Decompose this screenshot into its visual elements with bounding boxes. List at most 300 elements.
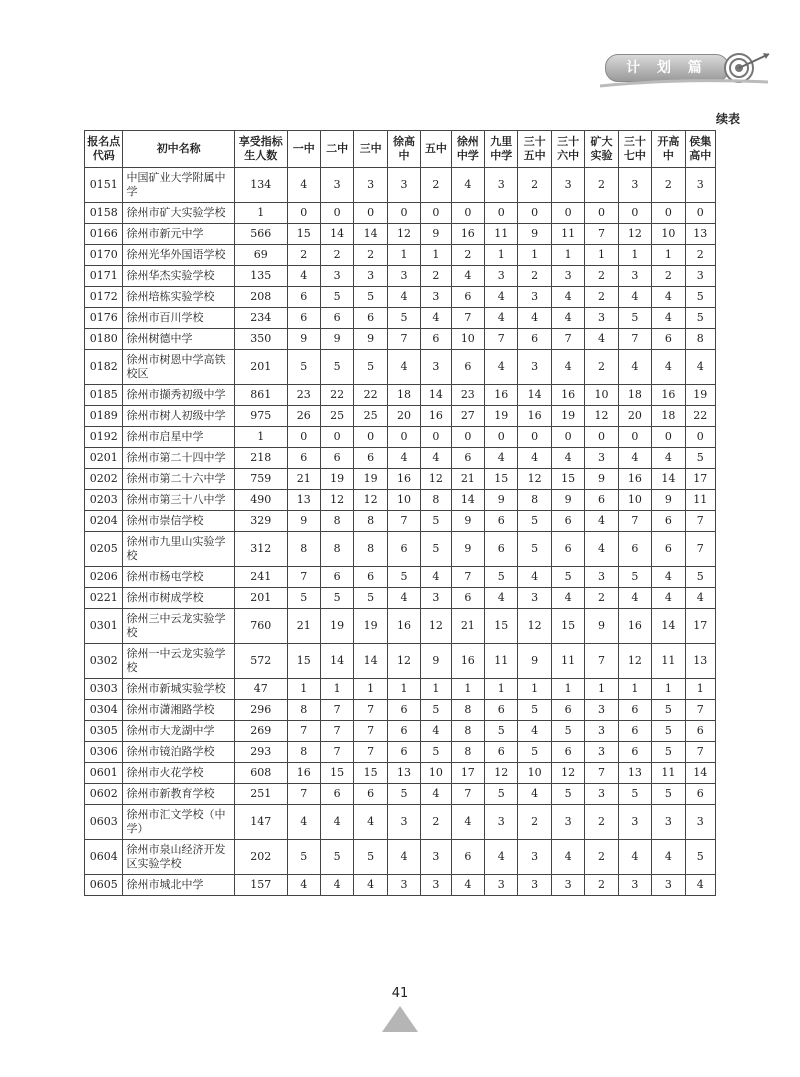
quota-cell: 1 xyxy=(618,245,651,266)
quota-cell: 6 xyxy=(685,721,715,742)
quota-cell: 6 xyxy=(320,308,353,329)
quota-cell: 208 xyxy=(234,287,287,308)
quota-cell: 6 xyxy=(287,448,320,469)
quota-cell: 4 xyxy=(287,875,320,896)
quota-cell: 3 xyxy=(387,875,420,896)
quota-cell: 2 xyxy=(585,168,618,203)
quota-cell: 9 xyxy=(652,490,685,511)
school-name-cell: 徐州市树成学校 xyxy=(123,588,234,609)
quota-cell: 4 xyxy=(451,805,484,840)
code-cell: 0303 xyxy=(85,679,123,700)
quota-cell: 5 xyxy=(320,588,353,609)
quota-cell: 3 xyxy=(421,350,451,385)
quota-cell: 8 xyxy=(320,511,353,532)
quota-cell: 22 xyxy=(685,406,715,427)
quota-cell: 16 xyxy=(518,406,551,427)
quota-cell: 0 xyxy=(618,203,651,224)
quota-cell: 4 xyxy=(652,308,685,329)
code-cell: 0306 xyxy=(85,742,123,763)
quota-cell: 566 xyxy=(234,224,287,245)
quota-cell: 6 xyxy=(354,567,387,588)
school-name-cell: 徐州市火花学校 xyxy=(123,763,234,784)
quota-cell: 9 xyxy=(320,329,353,350)
quota-cell: 5 xyxy=(652,721,685,742)
quota-cell: 12 xyxy=(551,763,584,784)
quota-cell: 18 xyxy=(618,385,651,406)
quota-cell: 14 xyxy=(320,224,353,245)
quota-cell: 16 xyxy=(652,385,685,406)
quota-cell: 1 xyxy=(387,245,420,266)
quota-cell: 7 xyxy=(354,700,387,721)
quota-cell: 1 xyxy=(387,679,420,700)
school-name-cell: 徐州市树恩中学高铁校区 xyxy=(123,350,234,385)
quota-cell: 4 xyxy=(518,784,551,805)
code-cell: 0158 xyxy=(85,203,123,224)
quota-cell: 6 xyxy=(451,588,484,609)
quota-cell: 21 xyxy=(287,609,320,644)
quota-cell: 5 xyxy=(320,840,353,875)
quota-cell: 6 xyxy=(551,532,584,567)
code-cell: 0203 xyxy=(85,490,123,511)
quota-cell: 3 xyxy=(585,308,618,329)
quota-cell: 1 xyxy=(451,679,484,700)
quota-cell: 0 xyxy=(320,203,353,224)
quota-cell: 5 xyxy=(685,287,715,308)
quota-cell: 5 xyxy=(387,567,420,588)
quota-cell: 2 xyxy=(585,287,618,308)
quota-cell: 0 xyxy=(387,427,420,448)
quota-cell: 11 xyxy=(685,490,715,511)
quota-cell: 3 xyxy=(518,875,551,896)
quota-cell: 0 xyxy=(551,427,584,448)
school-name-cell: 徐州市镜泊路学校 xyxy=(123,742,234,763)
quota-cell: 2 xyxy=(421,805,451,840)
school-name-cell: 徐州市九里山实验学校 xyxy=(123,532,234,567)
quota-cell: 0 xyxy=(451,427,484,448)
quota-cell: 293 xyxy=(234,742,287,763)
quota-cell: 7 xyxy=(585,763,618,784)
quota-cell: 23 xyxy=(451,385,484,406)
quota-cell: 21 xyxy=(451,609,484,644)
quota-cell: 14 xyxy=(354,224,387,245)
quota-cell: 0 xyxy=(451,203,484,224)
quota-cell: 861 xyxy=(234,385,287,406)
quota-cell: 4 xyxy=(518,567,551,588)
quota-cell: 147 xyxy=(234,805,287,840)
quota-cell: 4 xyxy=(421,784,451,805)
code-cell: 0604 xyxy=(85,840,123,875)
quota-cell: 5 xyxy=(387,784,420,805)
quota-cell: 135 xyxy=(234,266,287,287)
quota-table xyxy=(84,130,716,896)
quota-cell: 329 xyxy=(234,511,287,532)
school-name-cell: 徐州培栋实验学校 xyxy=(123,287,234,308)
quota-cell: 7 xyxy=(320,742,353,763)
quota-cell: 4 xyxy=(518,308,551,329)
quota-cell: 6 xyxy=(354,308,387,329)
quota-cell: 6 xyxy=(421,329,451,350)
continued-label: 续表 xyxy=(715,112,740,126)
quota-cell: 12 xyxy=(518,609,551,644)
quota-cell: 0 xyxy=(287,427,320,448)
quota-cell: 4 xyxy=(387,350,420,385)
quota-cell: 17 xyxy=(685,609,715,644)
quota-cell: 11 xyxy=(551,224,584,245)
quota-cell: 3 xyxy=(354,266,387,287)
quota-cell: 7 xyxy=(551,329,584,350)
quota-cell: 1 xyxy=(551,679,584,700)
quota-cell: 6 xyxy=(451,448,484,469)
quota-cell: 22 xyxy=(354,385,387,406)
quota-cell: 4 xyxy=(652,567,685,588)
column-header: 侯集高中 xyxy=(685,131,715,168)
table-row xyxy=(85,567,716,588)
code-cell: 0602 xyxy=(85,784,123,805)
quota-cell: 6 xyxy=(320,448,353,469)
code-cell: 0302 xyxy=(85,644,123,679)
code-cell: 0185 xyxy=(85,385,123,406)
quota-cell: 2 xyxy=(518,805,551,840)
quota-cell: 6 xyxy=(287,308,320,329)
quota-cell: 572 xyxy=(234,644,287,679)
school-name-cell: 徐州市百川学校 xyxy=(123,308,234,329)
code-cell: 0172 xyxy=(85,287,123,308)
quota-cell: 7 xyxy=(451,308,484,329)
quota-cell: 7 xyxy=(685,700,715,721)
quota-cell: 0 xyxy=(618,427,651,448)
quota-cell: 19 xyxy=(354,609,387,644)
quota-cell: 5 xyxy=(354,588,387,609)
quota-cell: 15 xyxy=(287,224,320,245)
quota-cell: 7 xyxy=(287,721,320,742)
quota-cell: 16 xyxy=(451,224,484,245)
quota-cell: 2 xyxy=(585,350,618,385)
table-row xyxy=(85,644,716,679)
quota-cell: 350 xyxy=(234,329,287,350)
quota-cell: 7 xyxy=(485,329,518,350)
quota-cell: 9 xyxy=(585,609,618,644)
quota-cell: 0 xyxy=(652,427,685,448)
quota-cell: 7 xyxy=(685,532,715,567)
quota-cell: 3 xyxy=(618,168,651,203)
quota-cell: 6 xyxy=(551,511,584,532)
quota-cell: 3 xyxy=(421,840,451,875)
code-cell: 0182 xyxy=(85,350,123,385)
quota-cell: 0 xyxy=(685,427,715,448)
column-header: 一中 xyxy=(287,131,320,168)
quota-cell: 3 xyxy=(421,875,451,896)
quota-cell: 8 xyxy=(354,532,387,567)
quota-cell: 1 xyxy=(421,679,451,700)
quota-cell: 4 xyxy=(287,168,320,203)
quota-cell: 3 xyxy=(585,721,618,742)
quota-cell: 5 xyxy=(485,567,518,588)
quota-cell: 4 xyxy=(518,721,551,742)
quota-cell: 9 xyxy=(354,329,387,350)
column-header: 享受指标生人数 xyxy=(234,131,287,168)
quota-cell: 12 xyxy=(354,490,387,511)
column-header: 二中 xyxy=(320,131,353,168)
quota-cell: 1 xyxy=(585,245,618,266)
quota-cell: 19 xyxy=(685,385,715,406)
school-name-cell: 徐州市泉山经济开发区实验学校 xyxy=(123,840,234,875)
quota-cell: 3 xyxy=(518,287,551,308)
school-name-cell: 徐州市潇湘路学校 xyxy=(123,700,234,721)
quota-cell: 0 xyxy=(354,203,387,224)
quota-cell: 3 xyxy=(421,588,451,609)
table-row xyxy=(85,588,716,609)
quota-cell: 11 xyxy=(652,763,685,784)
quota-cell: 6 xyxy=(387,742,420,763)
quota-cell: 6 xyxy=(652,329,685,350)
quota-cell: 9 xyxy=(518,224,551,245)
quota-cell: 17 xyxy=(451,763,484,784)
quota-cell: 4 xyxy=(618,448,651,469)
quota-cell: 0 xyxy=(518,203,551,224)
quota-cell: 7 xyxy=(354,742,387,763)
code-cell: 0204 xyxy=(85,511,123,532)
quota-cell: 6 xyxy=(387,532,420,567)
quota-cell: 4 xyxy=(387,840,420,875)
quota-cell: 4 xyxy=(551,840,584,875)
quota-cell: 4 xyxy=(387,588,420,609)
column-header: 三十七中 xyxy=(618,131,651,168)
column-header: 三中 xyxy=(354,131,387,168)
quota-cell: 22 xyxy=(320,385,353,406)
code-cell: 0192 xyxy=(85,427,123,448)
table-row xyxy=(85,609,716,644)
quota-cell: 20 xyxy=(387,406,420,427)
school-name-cell: 徐州三中云龙实验学校 xyxy=(123,609,234,644)
quota-cell: 7 xyxy=(585,644,618,679)
quota-cell: 6 xyxy=(652,511,685,532)
badge-text: 计 划 篇 xyxy=(626,60,708,76)
quota-cell: 15 xyxy=(354,763,387,784)
quota-cell: 6 xyxy=(652,532,685,567)
table-row xyxy=(85,308,716,329)
quota-cell: 18 xyxy=(652,406,685,427)
quota-cell: 6 xyxy=(287,287,320,308)
code-cell: 0304 xyxy=(85,700,123,721)
quota-cell: 218 xyxy=(234,448,287,469)
quota-cell: 11 xyxy=(485,644,518,679)
table-row xyxy=(85,840,716,875)
quota-cell: 4 xyxy=(685,588,715,609)
code-cell: 0176 xyxy=(85,308,123,329)
quota-cell: 5 xyxy=(287,840,320,875)
quota-cell: 9 xyxy=(451,511,484,532)
quota-cell: 9 xyxy=(485,490,518,511)
quota-cell: 7 xyxy=(354,721,387,742)
quota-cell: 3 xyxy=(585,700,618,721)
quota-cell: 0 xyxy=(485,427,518,448)
quota-cell: 5 xyxy=(387,308,420,329)
quota-cell: 16 xyxy=(387,609,420,644)
school-name-cell: 徐州市第三十八中学 xyxy=(123,490,234,511)
school-name-cell: 徐州市新元中学 xyxy=(123,224,234,245)
quota-cell: 4 xyxy=(320,875,353,896)
table-row xyxy=(85,511,716,532)
quota-cell: 3 xyxy=(551,805,584,840)
quota-cell: 19 xyxy=(320,469,353,490)
school-name-cell: 徐州树德中学 xyxy=(123,329,234,350)
quota-cell: 3 xyxy=(618,805,651,840)
quota-cell: 18 xyxy=(387,385,420,406)
quota-cell: 3 xyxy=(485,875,518,896)
quota-cell: 9 xyxy=(551,490,584,511)
quota-cell: 12 xyxy=(618,644,651,679)
quota-cell: 1 xyxy=(287,679,320,700)
school-name-cell: 中国矿业大学附属中学 xyxy=(123,168,234,203)
quota-cell: 5 xyxy=(287,588,320,609)
quota-cell: 16 xyxy=(287,763,320,784)
quota-cell: 2 xyxy=(421,266,451,287)
quota-cell: 14 xyxy=(652,469,685,490)
quota-cell: 1 xyxy=(652,679,685,700)
quota-cell: 25 xyxy=(320,406,353,427)
table-row xyxy=(85,427,716,448)
quota-cell: 0 xyxy=(585,203,618,224)
quota-cell: 5 xyxy=(685,308,715,329)
quota-cell: 3 xyxy=(518,840,551,875)
quota-cell: 9 xyxy=(451,532,484,567)
table-header-row xyxy=(85,131,716,168)
quota-cell: 7 xyxy=(387,511,420,532)
school-name-cell: 徐州市杨屯学校 xyxy=(123,567,234,588)
quota-cell: 3 xyxy=(652,875,685,896)
quota-cell: 16 xyxy=(451,644,484,679)
quota-cell: 5 xyxy=(320,350,353,385)
quota-cell: 5 xyxy=(551,784,584,805)
quota-cell: 0 xyxy=(387,203,420,224)
column-header: 五中 xyxy=(421,131,451,168)
quota-cell: 7 xyxy=(585,224,618,245)
school-name-cell: 徐州市第二十四中学 xyxy=(123,448,234,469)
school-name-cell: 徐州市新教育学校 xyxy=(123,784,234,805)
column-header: 九里中学 xyxy=(485,131,518,168)
quota-cell: 1 xyxy=(551,245,584,266)
quota-cell: 2 xyxy=(354,245,387,266)
code-cell: 0605 xyxy=(85,875,123,896)
quota-cell: 14 xyxy=(354,644,387,679)
table-row xyxy=(85,784,716,805)
quota-cell: 1 xyxy=(421,245,451,266)
quota-cell: 14 xyxy=(518,385,551,406)
quota-cell: 1 xyxy=(652,245,685,266)
quota-cell: 3 xyxy=(387,168,420,203)
school-name-cell: 徐州市汇文学校（中学） xyxy=(123,805,234,840)
table-row xyxy=(85,385,716,406)
code-cell: 0305 xyxy=(85,721,123,742)
quota-cell: 3 xyxy=(518,350,551,385)
school-name-cell: 徐州一中云龙实验学校 xyxy=(123,644,234,679)
quota-cell: 2 xyxy=(421,168,451,203)
school-name-cell: 徐州市新城实验学校 xyxy=(123,679,234,700)
quota-cell: 5 xyxy=(618,784,651,805)
quota-cell: 9 xyxy=(518,644,551,679)
school-name-cell: 徐州华杰实验学校 xyxy=(123,266,234,287)
quota-cell: 4 xyxy=(551,448,584,469)
quota-cell: 4 xyxy=(451,875,484,896)
quota-cell: 8 xyxy=(685,329,715,350)
quota-cell: 19 xyxy=(354,469,387,490)
quota-cell: 4 xyxy=(421,308,451,329)
code-cell: 0189 xyxy=(85,406,123,427)
quota-cell: 3 xyxy=(585,567,618,588)
quota-cell: 12 xyxy=(518,469,551,490)
school-name-cell: 徐州市崇信学校 xyxy=(123,511,234,532)
quota-cell: 6 xyxy=(585,490,618,511)
column-header: 三十六中 xyxy=(551,131,584,168)
quota-cell: 9 xyxy=(287,511,320,532)
quota-cell: 5 xyxy=(518,532,551,567)
quota-cell: 6 xyxy=(518,329,551,350)
quota-cell: 4 xyxy=(485,588,518,609)
quota-cell: 7 xyxy=(387,329,420,350)
quota-cell: 21 xyxy=(451,469,484,490)
quota-cell: 234 xyxy=(234,308,287,329)
quota-cell: 202 xyxy=(234,840,287,875)
quota-cell: 3 xyxy=(320,168,353,203)
quota-cell: 3 xyxy=(387,266,420,287)
school-name-cell: 徐州市树人初级中学 xyxy=(123,406,234,427)
quota-cell: 6 xyxy=(551,742,584,763)
quota-cell: 2 xyxy=(652,168,685,203)
quota-cell: 6 xyxy=(451,287,484,308)
quota-cell: 5 xyxy=(652,700,685,721)
quota-cell: 8 xyxy=(287,742,320,763)
quota-cell: 5 xyxy=(618,567,651,588)
quota-cell: 25 xyxy=(354,406,387,427)
quota-cell: 4 xyxy=(551,588,584,609)
quota-cell: 7 xyxy=(685,511,715,532)
quota-cell: 4 xyxy=(320,805,353,840)
quota-cell: 3 xyxy=(320,266,353,287)
quota-cell: 1 xyxy=(685,679,715,700)
quota-cell: 17 xyxy=(685,469,715,490)
quota-cell: 10 xyxy=(618,490,651,511)
quota-cell: 4 xyxy=(551,350,584,385)
table-row xyxy=(85,245,716,266)
quota-cell: 4 xyxy=(618,840,651,875)
quota-cell: 1 xyxy=(320,679,353,700)
quota-cell: 2 xyxy=(585,875,618,896)
school-name-cell: 徐州市撷秀初级中学 xyxy=(123,385,234,406)
quota-cell: 16 xyxy=(387,469,420,490)
code-cell: 0170 xyxy=(85,245,123,266)
quota-cell: 4 xyxy=(652,588,685,609)
quota-cell: 6 xyxy=(320,567,353,588)
quota-cell: 7 xyxy=(320,700,353,721)
quota-cell: 7 xyxy=(685,742,715,763)
quota-cell: 5 xyxy=(618,308,651,329)
quota-cell: 4 xyxy=(485,308,518,329)
quota-cell: 3 xyxy=(354,168,387,203)
quota-cell: 1 xyxy=(234,427,287,448)
quota-cell: 5 xyxy=(685,448,715,469)
quota-cell: 16 xyxy=(551,385,584,406)
quota-cell: 16 xyxy=(618,609,651,644)
quota-cell: 15 xyxy=(485,609,518,644)
school-name-cell: 徐州市矿大实验学校 xyxy=(123,203,234,224)
quota-cell: 0 xyxy=(551,203,584,224)
quota-cell: 9 xyxy=(585,469,618,490)
quota-cell: 15 xyxy=(320,763,353,784)
quota-cell: 13 xyxy=(685,644,715,679)
quota-cell: 3 xyxy=(652,805,685,840)
quota-cell: 13 xyxy=(387,763,420,784)
quota-cell: 6 xyxy=(485,532,518,567)
